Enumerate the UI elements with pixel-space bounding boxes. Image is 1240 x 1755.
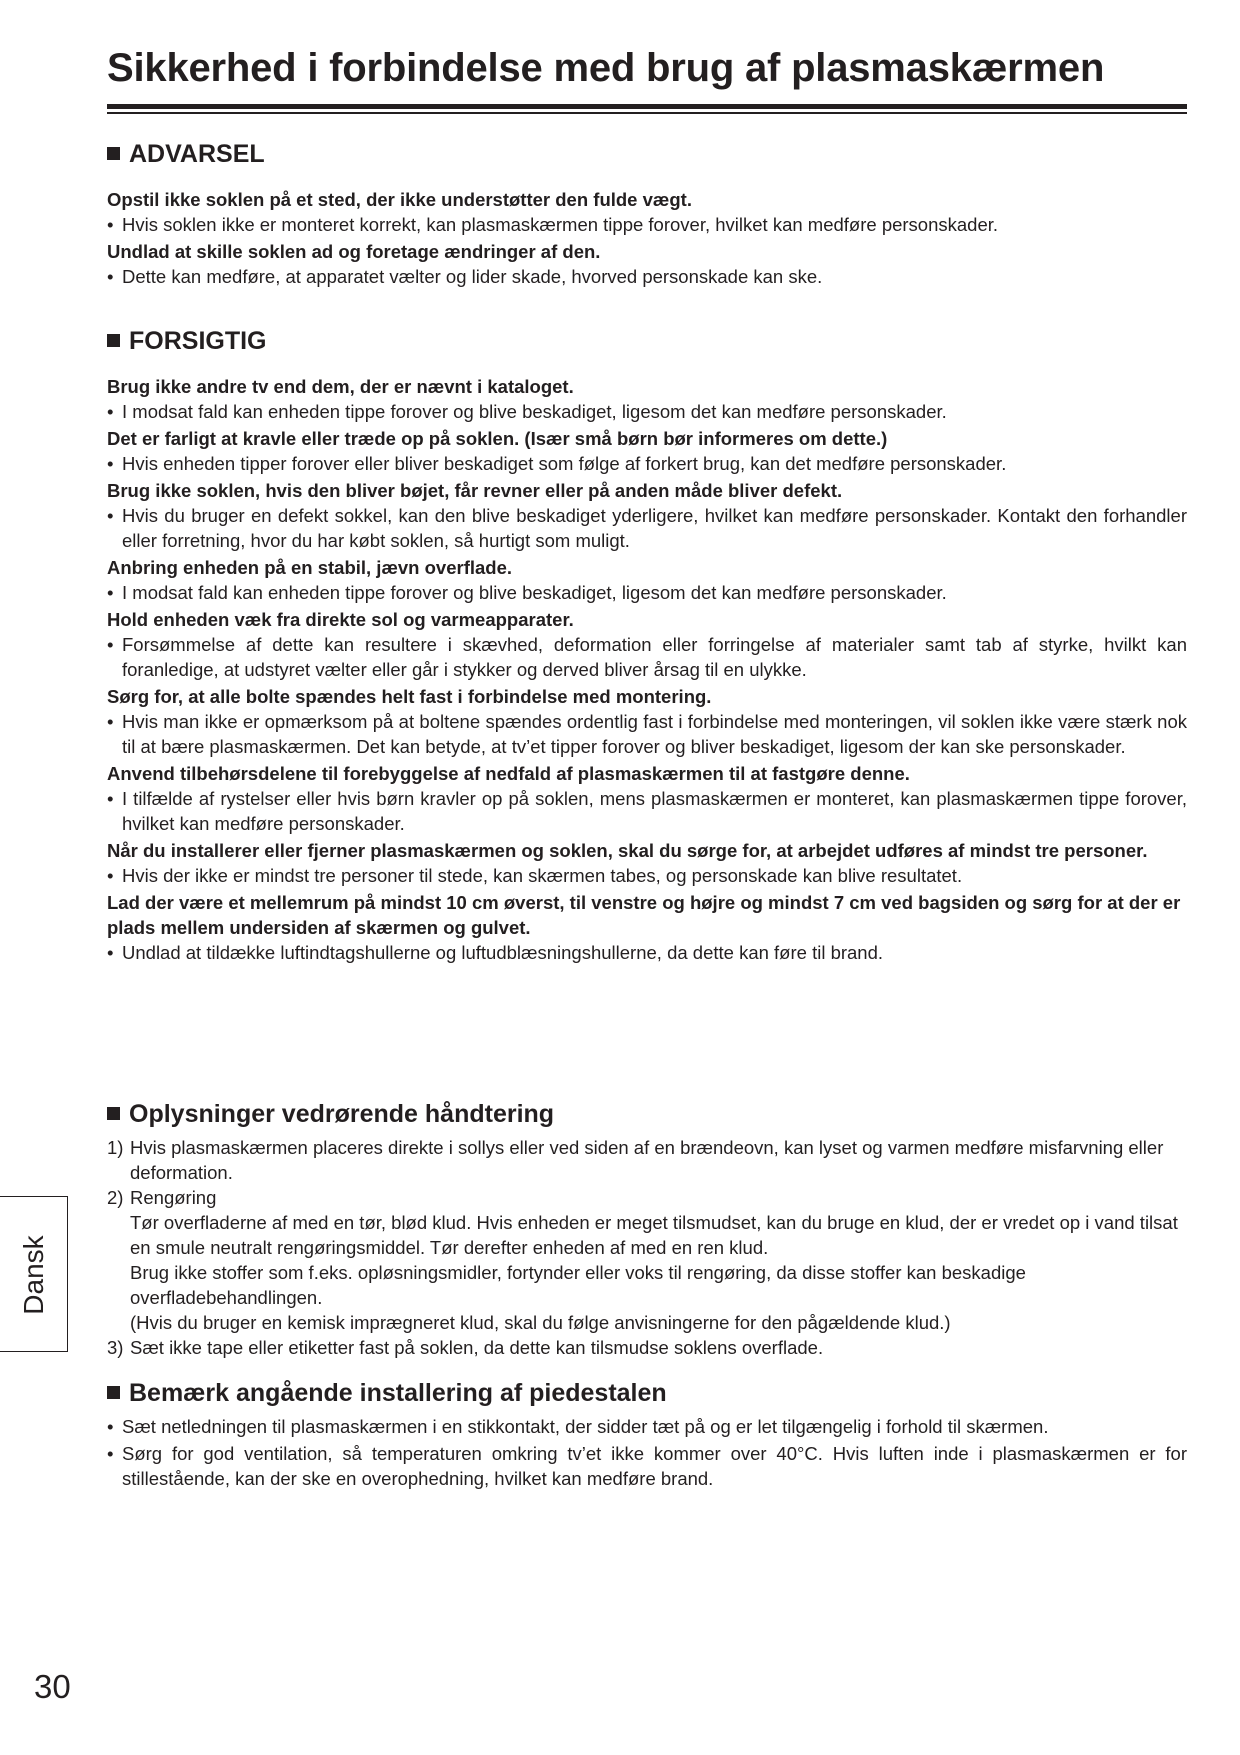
- warning-item: • Hvis soklen ikke er monteret korrekt, kan plasmaskærmen tippe forover, hvilket kan medføre personskader.: [107, 214, 999, 235]
- caution-item: • Hvis enheden tipper forover eller bliver beskadiget som følge af forkert brug, kan det medføre personskader.: [107, 453, 1007, 474]
- page-title: Sikkerhed i forbindelse med brug af plasmaskærmen: [107, 46, 1105, 90]
- caution-item: • I tilfælde af rystelser eller hvis børn kravler op på soklen, mens plasmaskærmen er monteret, kan plasmaskærmen tippe forover, hvilket kan medføre personskader.: [107, 788, 1187, 834]
- warning-statement: Undlad at skille soklen ad og foretage ændringer af den.: [107, 241, 601, 262]
- bullet-icon: •: [107, 214, 114, 235]
- section-heading: Oplysninger vedrørende håndtering: [107, 1100, 1187, 1129]
- warning-item: • Dette kan medføre, at apparatet vælter og lider skade, hvorved personskade kan ske.: [107, 266, 823, 287]
- note-item: • Sæt netledningen til plasmaskærmen i en stikkontakt, der sidder tæt på og er let tilgængelig i forhold til skærmen.: [107, 1416, 1049, 1437]
- caution-item: • Hvis man ikke er opmærksom på at boltene spændes ordentlig fast i forbindelse med monteringen, vil soklen ikke være stærk nok til at bære plasmaskærmen. Det kan betyde, at tv’et tipper forover og bliver beskadiget, ligesom der kan ske personskader.: [107, 711, 1187, 757]
- caution-statement: Når du installerer eller fjerner plasmaskærmen og soklen, skal du sørge for, at arbejdet udføres af mindst tre personer.: [107, 840, 1148, 861]
- section-install: [107, 1379, 1187, 1493]
- caution-statement: Brug ikke soklen, hvis den bliver bøjet, får revner eller på anden måde bliver defekt.: [107, 480, 843, 501]
- caution-item: • I modsat fald kan enheden tippe forover og blive beskadiget, ligesom det kan medføre personskader.: [107, 582, 947, 603]
- section-heading: FORSIGTIG: [107, 327, 1187, 356]
- square-bullet-icon: [107, 1107, 120, 1120]
- numbered-item: 3) Sæt ikke tape eller etiketter fast på soklen, da dette kan tilsmudse soklens overflade.: [107, 1337, 824, 1358]
- paragraph: Brug ikke stoffer som f.eks. opløsningsmidler, fortynder eller voks til rengøring, da disse stoffer kan beskadige overfladebehandlingen.: [130, 1262, 1026, 1308]
- bullet-icon: •: [107, 788, 114, 809]
- square-bullet-icon: [107, 147, 120, 160]
- caution-statement: Det er farligt at kravle eller træde op på soklen. (Især små børn bør informeres om dette.): [107, 428, 888, 449]
- bullet-icon: •: [107, 401, 114, 422]
- bullet-icon: •: [107, 505, 114, 526]
- caution-item: • Hvis du bruger en defekt sokkel, kan den blive beskadiget yderligere, hvilket kan medføre personskader. Kontakt den forhandler eller forretning, hvor du har købt soklen, så hurtigt som muligt.: [107, 505, 1187, 551]
- section-handling: [107, 1100, 1187, 1360]
- bullet-icon: •: [107, 711, 114, 732]
- caution-item: • Forsømmelse af dette kan resultere i skævhed, deformation eller forringelse af materialer samt tab af styrke, hvilkt kan foranledige, at udstyret vælter eller går i stykker og derved bliver årsag til en ulykke.: [107, 634, 1187, 680]
- caution-statement: Brug ikke andre tv end dem, der er nævnt i kataloget.: [107, 376, 574, 397]
- title-rule-thin: [107, 112, 1187, 114]
- section-forsigtig: [107, 327, 1187, 967]
- bullet-icon: •: [107, 942, 114, 963]
- paragraph: Tør overfladerne af med en tør, blød klud. Hvis enheden er meget tilsmudset, kan du bruge en klud, der er vredet op i vand tilsat en smule neutralt rengøringsmiddel. Tør derefter enheden af med en ren klud.: [130, 1212, 1178, 1258]
- square-bullet-icon: [107, 1386, 120, 1399]
- warning-statement: Opstil ikke soklen på et sted, der ikke understøtter den fulde vægt.: [107, 189, 692, 210]
- bullet-icon: •: [107, 1443, 114, 1464]
- numbered-item: 1) Hvis plasmaskærmen placeres direkte i sollys eller ved siden af en brændeovn, kan lyset og varmen medføre misfarvning eller deformation.: [107, 1137, 1164, 1183]
- paragraph: (Hvis du bruger en kemisk imprægneret klud, skal du følge anvisningerne for den pågældende klud.): [130, 1312, 951, 1333]
- caution-item: • Undlad at tildække luftindtagshullerne og luftudblæsningshullerne, da dette kan føre til brand.: [107, 942, 884, 963]
- section-heading: ADVARSEL: [107, 140, 1187, 169]
- bullet-icon: •: [107, 1416, 114, 1437]
- section-advarsel: [107, 140, 1187, 291]
- caution-item: • I modsat fald kan enheden tippe forover og blive beskadiget, ligesom det kan medføre personskader.: [107, 401, 947, 422]
- bullet-icon: •: [107, 634, 114, 655]
- note-item: • Sørg for god ventilation, så temperaturen omkring tv’et ikke kommer over 40°C. Hvis luften inde i plasmaskærmen er for stillestående, kan der ske en overophedning, hvilket kan medføre brand.: [107, 1443, 1187, 1489]
- bullet-icon: •: [107, 582, 114, 603]
- language-tab: [0, 1196, 68, 1352]
- bullet-icon: •: [107, 453, 114, 474]
- section-heading: Bemærk angående installering af piedestalen: [107, 1379, 1187, 1408]
- page-number: 30: [34, 1668, 71, 1705]
- caution-statement: Anbring enheden på en stabil, jævn overflade.: [107, 557, 513, 578]
- language-tab-label: Dansk: [18, 1235, 49, 1315]
- caution-item: • Hvis der ikke er mindst tre personer til stede, kan skærmen tabes, og personskade kan blive resultatet.: [107, 865, 963, 886]
- caution-statement: Hold enheden væk fra direkte sol og varmeapparater.: [107, 609, 574, 630]
- title-rule-thick: [107, 104, 1187, 109]
- caution-statement: Lad der være et mellemrum på mindst 10 cm øverst, til venstre og højre og mindst 7 cm ved bagsiden og sørg for at der er plads mellem undersiden af skærmen og gulvet.: [107, 892, 1181, 938]
- caution-statement: Sørg for, at alle bolte spændes helt fast i forbindelse med montering.: [107, 686, 712, 707]
- caution-statement: Anvend tilbehørsdelene til forebyggelse af nedfald af plasmaskærmen til at fastgøre denne.: [107, 763, 910, 784]
- numbered-item: 2) Rengøring: [107, 1187, 217, 1208]
- square-bullet-icon: [107, 334, 120, 347]
- bullet-icon: •: [107, 266, 114, 287]
- bullet-icon: •: [107, 865, 114, 886]
